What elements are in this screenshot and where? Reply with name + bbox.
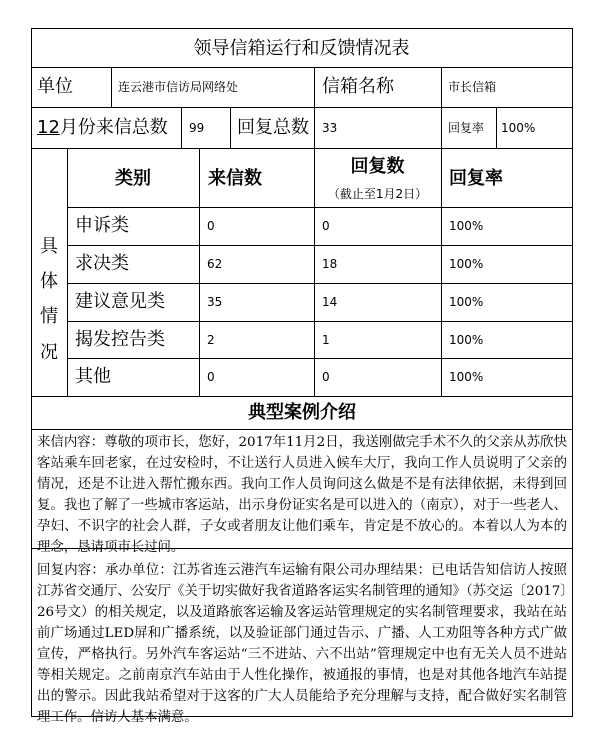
rate-value: 100% (501, 121, 536, 135)
row-rate: 100% (449, 257, 484, 271)
rule-left (31, 28, 32, 717)
rule-col-d (181, 107, 182, 148)
col-header-replies-note: （截止至1月2日） (327, 187, 428, 201)
reply-content: 回复内容：承办单位：江苏省连云港汽车运输有限公司办理结果：已电话告知信访人按照江苏省交通厅、公安厅《关于切实做好我省道路客运实名制管理的通知》（苏交运〔2017〕26号文）的相关规定，以及道路旅客运输及客运站管理规定的实名制管理要求，我站在站前广场通过LED屏和广播系统，以及验证部门通过告示、广播、人工劝阻等各种方式广做宣传，严格执行。另外汽车客运站“三不进站、六不出站”管理规定中也有无关人员不进站等相关规定。之前南京汽车站由于人性化操作，被通报的事情，也是对其他各地汽车站提出的警示。因此我站希望对于这客的广大人员能给予充分理解与支持，配合做好实名制管理工作。信访人基本满意。 (37, 563, 567, 725)
side-label-char: 具 (40, 236, 58, 257)
replies-total: 33 (322, 121, 338, 135)
row-rate: 100% (449, 370, 484, 384)
rule-2 (31, 107, 573, 108)
month-label (37, 119, 168, 137)
unit-value: 连云港市信访局网络处 (118, 80, 239, 94)
row-rate: 100% (449, 333, 484, 347)
row-replies: 1 (322, 333, 330, 347)
rule-10 (31, 429, 573, 430)
row-replies: 0 (322, 370, 330, 384)
replies-total-label: 回复总数 (237, 117, 309, 138)
row-letters: 35 (207, 295, 223, 309)
rule-col-g (441, 107, 442, 148)
side-label-char: 情 (40, 306, 58, 327)
rule-top (31, 28, 573, 29)
month-suffix: 月份来信总数 (59, 117, 168, 138)
case-heading: 典型案例介绍 (248, 402, 356, 423)
row-replies: 18 (322, 257, 338, 271)
side-label-char: 况 (40, 342, 58, 363)
rule-col-j (314, 148, 315, 396)
rule-col-c (441, 67, 442, 107)
rate-label: 回复率 (448, 121, 485, 135)
rule-9 (31, 396, 573, 397)
row-letters: 62 (207, 257, 223, 271)
unit-label: 单位 (37, 76, 73, 97)
rule-1 (31, 67, 573, 68)
rule-right (572, 28, 573, 717)
col-header-replies: 回复数 (350, 156, 405, 177)
rule-8 (67, 358, 573, 359)
side-label-char: 体 (40, 271, 58, 292)
row-letters: 0 (207, 219, 215, 233)
rule-col-h (496, 107, 497, 148)
form-title: 领导信箱运行和反馈情况表 (193, 38, 410, 59)
rule-5 (67, 245, 573, 246)
rule-3 (31, 148, 573, 149)
row-category: 申诉类 (75, 215, 129, 236)
rule-col-i (199, 148, 200, 396)
col-header-category: 类别 (115, 168, 151, 189)
row-category: 建议意见类 (75, 291, 165, 312)
col-header-rate: 回复率 (449, 168, 503, 189)
letters-total: 99 (189, 121, 205, 135)
rule-6 (67, 283, 573, 284)
rule-col-e (230, 107, 231, 148)
row-category: 揭发控告类 (75, 329, 165, 350)
row-rate: 100% (449, 219, 484, 233)
row-category: 其他 (75, 366, 111, 387)
row-letters: 2 (207, 333, 215, 347)
rule-col-a (111, 67, 112, 107)
col-header-letters: 来信数 (208, 168, 262, 189)
letter-content: 来信内容：尊敬的项市长，您好，2017年11月2日，我送刚做完手术不久的父亲从苏欣快客站乘车回老家，在过安检时，不让送行人员进入候车大厅，我向工作人员说明了父亲的情况，还是不让进入帮忙搬东西。我向工作人员询问这么做是不是有法律依据，未得到回复。我也了解了一些城市客运站，出示身份证实名是可以进入的（南京），对于一些老人、孕妇、不识字的社会人群，子女或者朋友让他们乘车，肯定是不放心的。本着以人为本的理念，恳请项市长过问。 (37, 435, 567, 555)
mailbox-value: 市长信箱 (448, 80, 497, 94)
mailbox-label: 信箱名称 (322, 76, 394, 97)
row-letters: 0 (207, 370, 215, 384)
rule-col-k (441, 148, 442, 396)
rule-col-b (314, 67, 315, 107)
rule-7 (67, 321, 573, 322)
row-category: 求决类 (75, 253, 129, 274)
row-replies: 14 (322, 295, 338, 309)
row-replies: 0 (322, 219, 330, 233)
month-number: 12 (37, 117, 60, 138)
rule-col-f (314, 107, 315, 148)
row-rate: 100% (449, 295, 484, 309)
rule-4 (67, 207, 573, 208)
